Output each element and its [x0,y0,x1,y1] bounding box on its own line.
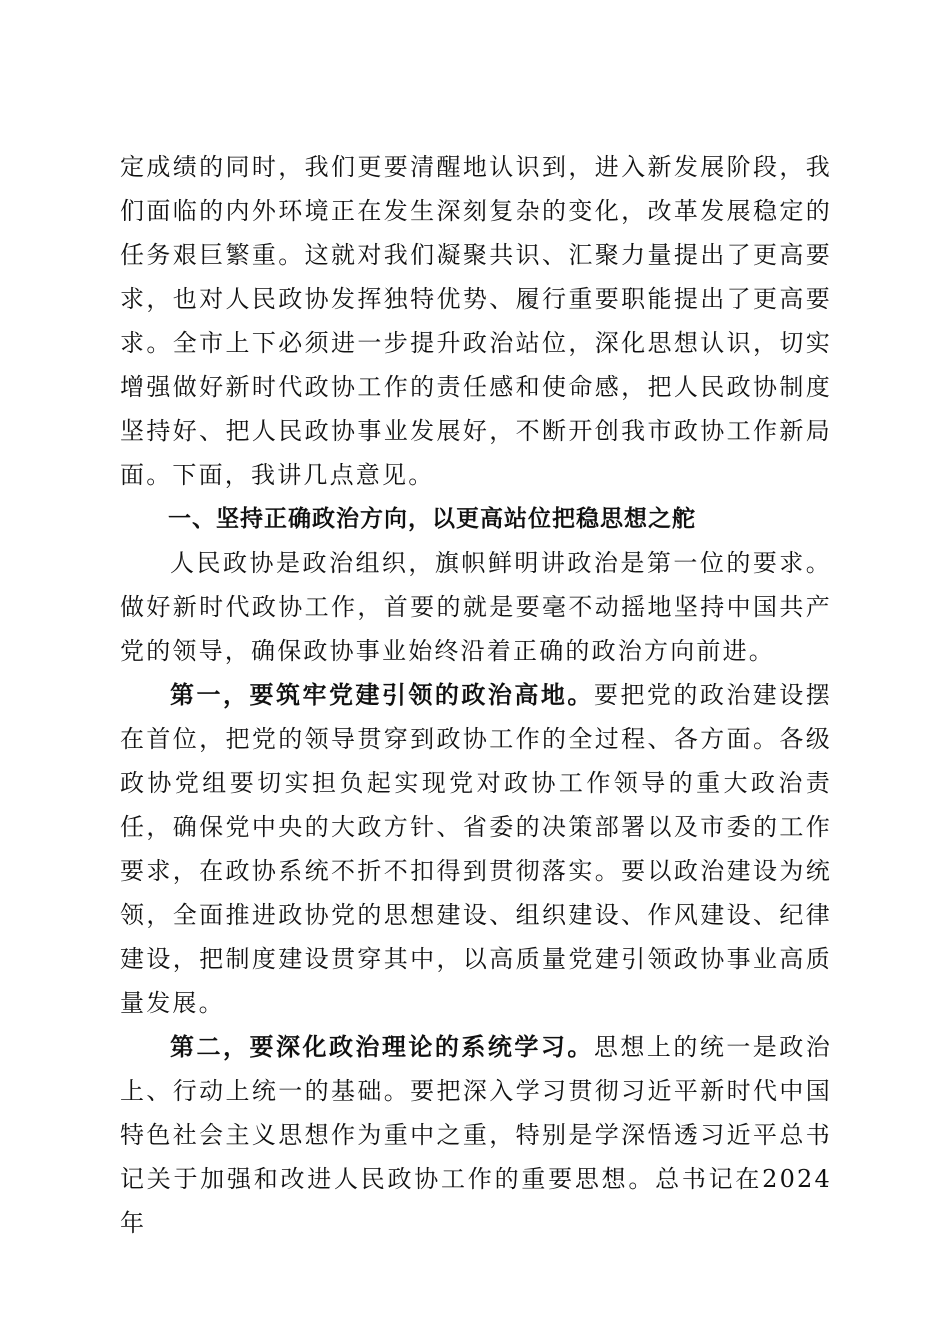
paragraph-text: 定成绩的同时，我们更要清醒地认识到，进入新发展阶段，我们面临的内外环境正在发生深刻复杂的变化，改革发展稳定的任务艰巨繁重。这就对我们凝聚共识、汇聚力量提出了更高要求，也对人民政协发挥独特优势、履行重要职能提出了更高要求。全市上下必须进一步提升政治站位，深化思想认识，切实增强做好新时代政协工作的责任感和使命感，把人民政协制度坚持好、把人民政协事业发展好，不断开创我市政协工作新局面。下面，我讲几点意见。 [120,153,832,489]
paragraph-text: 思想上的统一是政治上、行动上统一的基础。要把深入学习贯彻习近平新时代中国特色社会主义思想作为重中之重，特别是学深悟透习近平总书记关于加强和改进人民政协工作的重要思想。总书记在2024年 [120,1033,832,1237]
section-heading: 一、坚持正确政治方向，以更高站位把稳思想之舵 [168,506,696,532]
paragraph-lead: 第一，要筑牢党建引领的政治高地。 [170,680,594,709]
paragraph-point-1 [120,673,832,1025]
paragraph-text: 人民政协是政治组织，旗帜鲜明讲政治是第一位的要求。做好新时代政协工作，首要的就是要毫不动摇地坚持中国共产党的领导，确保政协事业始终沿着正确的政治方向前进。 [120,549,832,665]
paragraph-continuation [120,145,832,497]
paragraph-text: 要把党的政治建设摆在首位，把党的领导贯穿到政协工作的全过程、各方面。各级政协党组要切实担负起实现党对政协工作领导的重大政治责任，确保党中央的大政方针、省委的决策部署以及市委的工作要求，在政协系统不折不扣得到贯彻落实。要以政治建设为统领，全面推进政协党的思想建设、组织建设、作风建设、纪律建设，把制度建设贯穿其中，以高质量党建引领政协事业高质量发展。 [120,681,832,1017]
paragraph-lead: 第二，要深化政治理论的系统学习。 [170,1032,594,1061]
document-body [120,145,832,1245]
paragraph-point-2 [120,1025,832,1245]
paragraph [120,541,832,673]
